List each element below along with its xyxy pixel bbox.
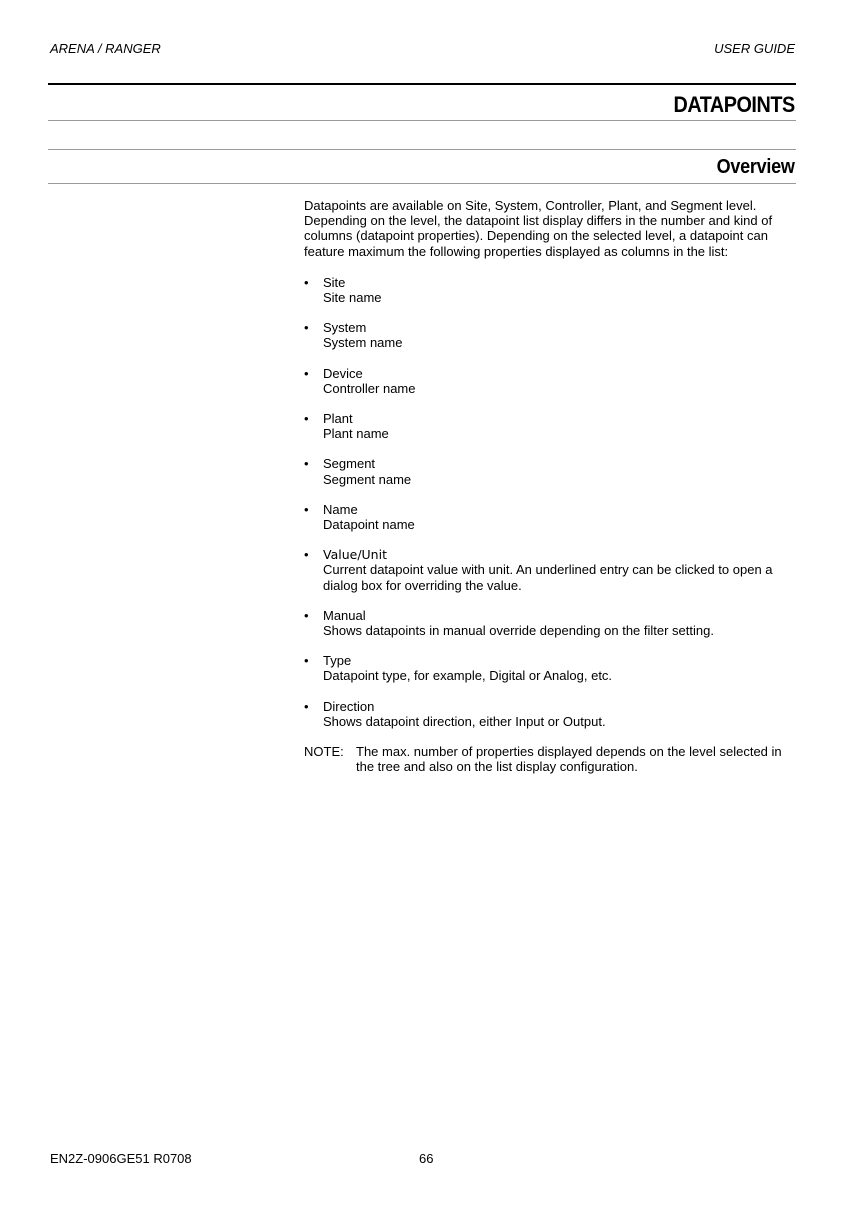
list-item-plant — [304, 411, 794, 441]
property-term: Type — [323, 653, 352, 669]
list-item-direction — [304, 699, 794, 729]
property-term: Direction — [323, 698, 375, 714]
list-item-site — [304, 275, 794, 305]
header-product-name: ARENA / RANGER — [50, 41, 161, 56]
note-text: The max. number of properties displayed depends on the level selected in the tree and also on the list display configuration. — [356, 744, 782, 775]
chapter-title: DATAPOINTS — [673, 92, 795, 117]
list-item-system — [304, 320, 794, 350]
page-number: 66 — [419, 1151, 434, 1166]
bullet-icon: • — [304, 456, 309, 472]
document-id: EN2Z-0906GE51 R0708 — [50, 1151, 192, 1166]
list-item-manual — [304, 608, 794, 638]
note-block — [304, 744, 794, 774]
section-bottom-divider — [48, 183, 796, 184]
property-description: Segment name — [323, 471, 412, 487]
property-term: Manual — [323, 607, 366, 623]
bullet-icon: • — [304, 698, 309, 714]
property-term: Plant — [323, 411, 353, 427]
property-description: Shows datapoint direction, either Input or Output. — [323, 713, 606, 729]
chapter-title-divider — [48, 120, 796, 121]
running-header — [50, 41, 795, 57]
list-item-name — [304, 502, 794, 532]
property-description: Plant name — [323, 426, 389, 442]
note-label: NOTE: — [304, 744, 344, 760]
section-title: Overview — [717, 156, 795, 178]
section-top-divider — [48, 149, 796, 150]
property-description: System name — [323, 335, 403, 351]
bullet-icon: • — [304, 653, 309, 669]
bullet-icon: • — [304, 547, 309, 563]
bullet-icon: • — [304, 365, 309, 381]
property-description: Current datapoint value with unit. An underlined entry can be clicked to open a dialog box for overriding the value. — [323, 562, 773, 593]
intro-paragraph: Datapoints are available on Site, System, Controller, Plant, and Segment level. Depending on the level, the datapoint list display differs in the number and kind of columns (datapoint properties). Depending on the selected level, a datapoint can feature maximum the following properties displayed as columns in the list: — [304, 198, 773, 259]
page-footer — [50, 1151, 450, 1167]
bullet-icon: • — [304, 274, 309, 290]
bullet-icon: • — [304, 411, 309, 427]
bullet-icon: • — [304, 501, 309, 517]
property-term: Value/Unit — [323, 547, 387, 563]
main-content — [304, 198, 794, 774]
property-list — [304, 275, 794, 729]
list-item-type — [304, 653, 794, 683]
property-description: Datapoint name — [323, 517, 415, 533]
property-term: System — [323, 320, 367, 336]
property-term: Name — [323, 501, 358, 517]
list-item-segment — [304, 456, 794, 486]
property-description: Controller name — [323, 380, 416, 396]
list-item-device — [304, 366, 794, 396]
header-divider — [48, 83, 796, 85]
property-description: Shows datapoints in manual override depending on the filter setting. — [323, 623, 714, 639]
bullet-icon: • — [304, 607, 309, 623]
property-description: Datapoint type, for example, Digital or Analog, etc. — [323, 668, 613, 684]
header-document-type: USER GUIDE — [714, 41, 795, 56]
list-item-value-unit — [304, 547, 794, 593]
property-term: Device — [323, 365, 363, 381]
property-term: Site — [323, 274, 346, 290]
bullet-icon: • — [304, 320, 309, 336]
property-description: Site name — [323, 290, 382, 306]
property-term: Segment — [323, 456, 376, 472]
